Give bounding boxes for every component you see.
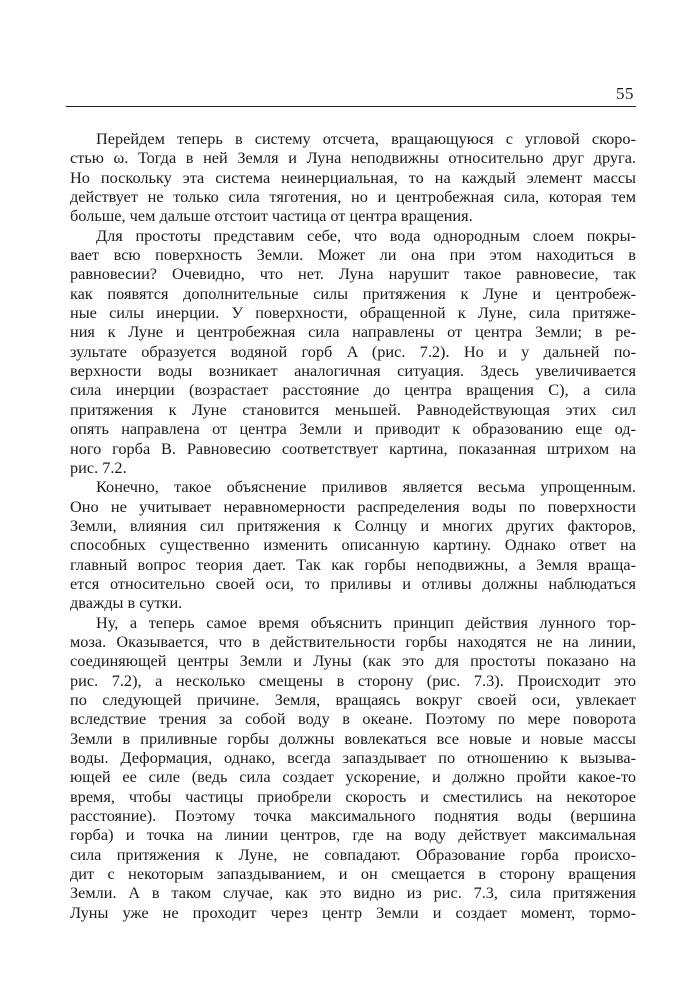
text-line: соединяющей центры Земли и Луны (как это для простоты показано на <box>70 651 636 671</box>
page-number: 55 <box>616 84 634 103</box>
text-line: Перейдем теперь в систему отсчета, вращающуюся с угловой скоро- <box>96 129 636 148</box>
text-line: ется относительно своей оси, то приливы и отливы должны наблюдаться <box>70 573 636 593</box>
text-line: воды. Деформация, однако, всегда запаздывает по отношению к вызыва- <box>70 748 636 767</box>
text-line: равновесии? Очевидно, что нет. Луна нарушит такое равновесие, так <box>70 264 636 284</box>
text-line: дважды в сутки. <box>70 593 183 613</box>
paragraph <box>70 613 636 923</box>
text-line: по следующей причине. Земля, вращаясь вокруг своей оси, увлекает <box>70 689 636 709</box>
text-line: ного горба B. Равновесию соответствует картина, показанная штрихом на <box>70 438 636 458</box>
text-line: ния к Луне и центробежная сила направлены от центра Земли; в ре- <box>70 322 636 342</box>
text-line: Ну, а теперь самое время объяснить принцип действия лунного тор- <box>96 612 636 632</box>
text-line: притяжения к Луне становится меньшей. Равнодействующая этих сил <box>70 399 636 419</box>
text-line: Для простоты представим себе, что вода однородным слоем покры- <box>96 225 636 245</box>
text-line: Конечно, такое объяснение приливов является весьма упрощенным. <box>96 477 636 497</box>
text-line: сила инерции (возрастает расстояние до центра вращения C), а сила <box>70 380 636 400</box>
paragraph <box>70 226 636 477</box>
text-line: Земли в приливные горбы должны вовлекаться все новые и новые массы <box>70 728 636 748</box>
text-line: дит с некоторым запаздыванием, и он смещается в сторону вращения <box>70 864 636 884</box>
text-line: Луны уже не проходит через центр Земли и создает момент, тормо- <box>70 902 636 922</box>
text-line: верхности воды возникает аналогичная ситуация. Здесь увеличивается <box>70 361 636 381</box>
text-line: ющей ее силе (ведь сила создает ускорение, и должно пройти какое-то <box>70 767 636 787</box>
text-line: рис. 7.2. <box>70 457 127 477</box>
text-line: способных существенно изменить описанную картину. Однако ответ на <box>70 535 636 555</box>
text-line: Оно не учитывает неравномерности распределения воды по поверхности <box>70 496 636 516</box>
text-line: опять направлена от центра Земли и приводит к образованию еще од- <box>70 419 636 439</box>
text-line: ные силы инерции. У поверхности, обращенной к Луне, сила притяже- <box>70 303 636 323</box>
text-line: как появятся дополнительные силы притяжения к Луне и центробеж- <box>70 283 636 303</box>
text-line: действует не только сила тяготения, но и центробежная сила, которая тем <box>70 187 636 207</box>
text-line: Но поскольку эта система неинерциальная, то на каждый элемент массы <box>70 167 636 187</box>
text-line: моза. Оказывается, что в действительности горбы находятся не на линии, <box>70 631 636 651</box>
text-line: расстояние). Поэтому точка максимального поднятия воды (вершина <box>70 806 636 826</box>
text-line: главный вопрос теория дает. Так как горбы неподвижны, а Земля враща- <box>70 554 636 574</box>
paragraph <box>70 477 636 612</box>
text-line: Земли, влияния сил притяжения к Солнцу и многих других факторов, <box>70 515 636 535</box>
body-text <box>70 129 636 922</box>
text-line: рис. 7.2), а несколько смещены в сторону (рис. 7.3). Происходит это <box>70 670 636 690</box>
text-line: сила притяжения к Луне, не совпадают. Образование горба происхо- <box>70 844 636 864</box>
text-line: больше, чем дальше отстоит частица от центра вращения. <box>70 206 473 226</box>
header-rule <box>66 106 636 107</box>
text-line: Земли. А в таком случае, как это видно из рис. 7.3, сила притяжения <box>70 883 636 903</box>
text-line: зультате образуется водяной горб A (рис. 7.2). Но и у дальней по- <box>70 341 636 361</box>
paragraph <box>70 129 636 226</box>
text-line: время, чтобы частицы приобрели скорость и сместились на некоторое <box>70 786 636 806</box>
text-line: вследствие трения за собой воду в океане. Поэтому по мере поворота <box>70 709 636 729</box>
text-line: вает всю поверхность Земли. Может ли она при этом находиться в <box>70 245 636 265</box>
text-line: горба) и точка на линии центров, где на воду действует максимальная <box>70 825 636 845</box>
text-line: стью ω. Тогда в ней Земля и Луна неподвижны относительно друг друга. <box>70 148 636 168</box>
